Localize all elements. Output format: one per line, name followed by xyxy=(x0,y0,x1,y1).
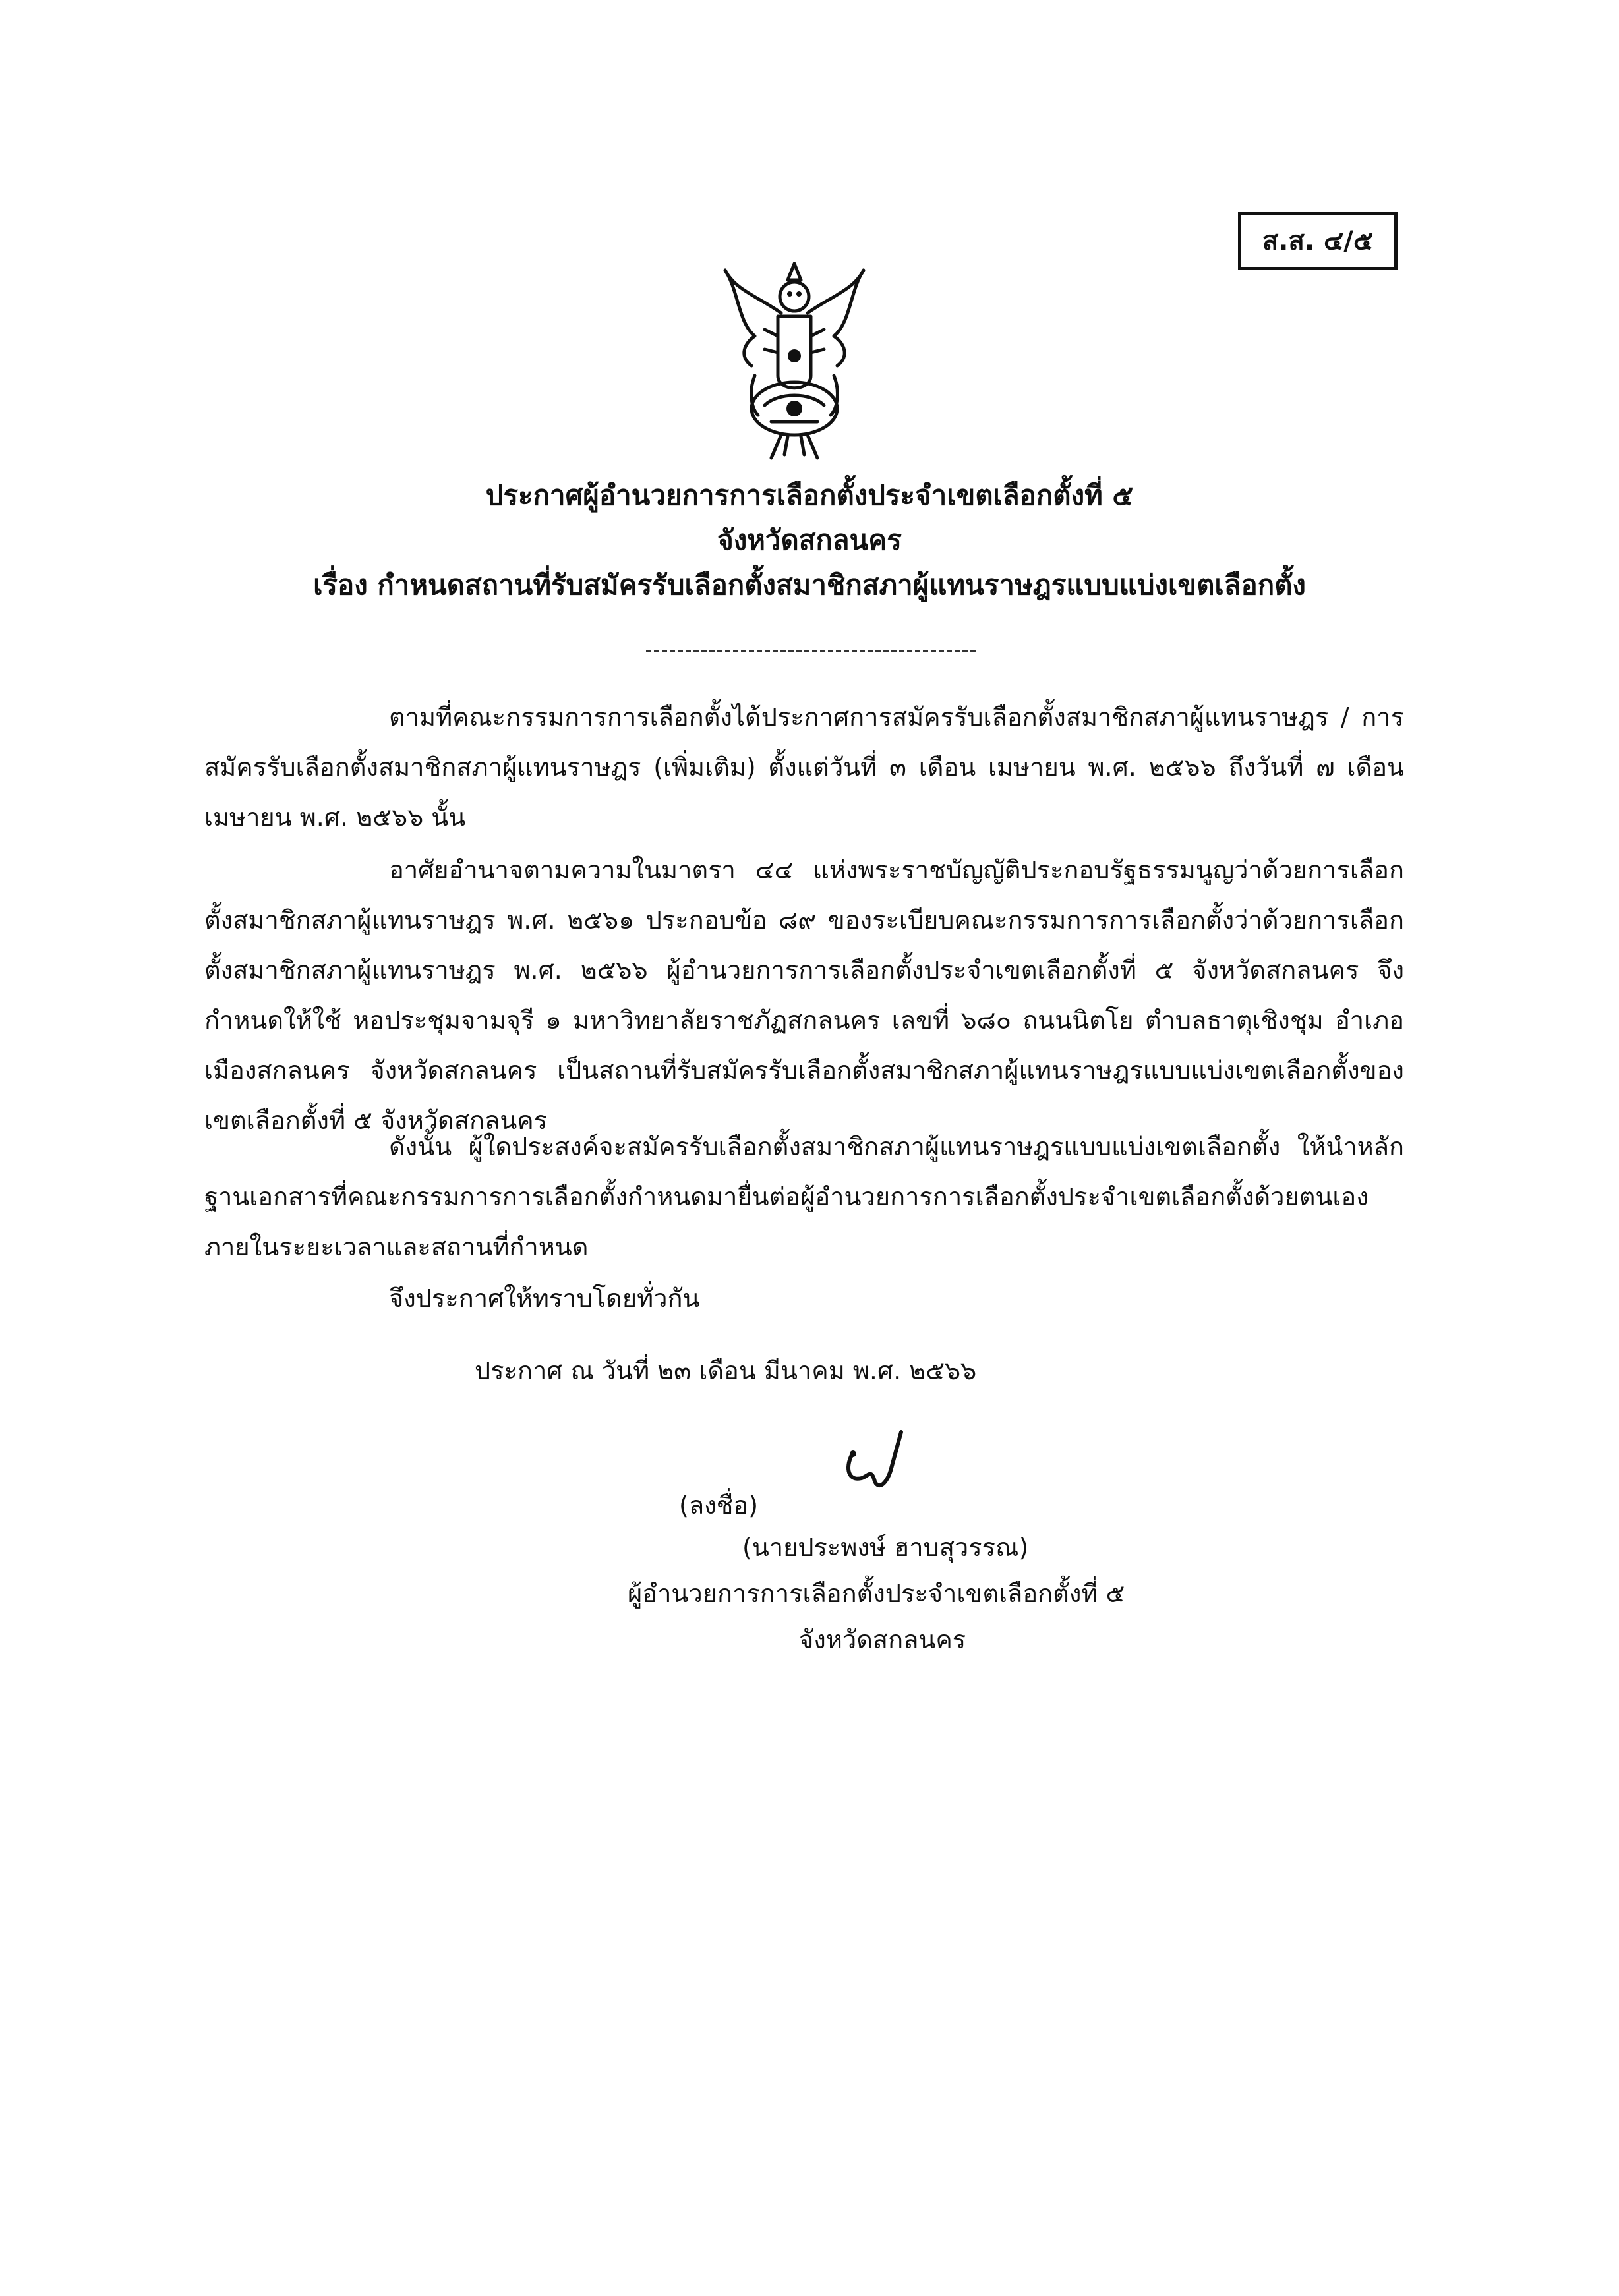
title-line-1: ประกาศผู้อำนวยการการเลือกตั้งประจำเขตเลือกตั้งที่ ๕ xyxy=(485,479,1134,511)
signatory-province: จังหวัดสกลนคร xyxy=(799,1625,966,1654)
title-divider xyxy=(646,650,976,652)
paragraph-3-text: ดังนั้น ผู้ใดประสงค์จะสมัครรับเลือกตั้งสมาชิกสภาผู้แทนราษฎรแบบแบ่งเขตเลือกตั้ง ให้นำหลักฐานเอกสารที่คณะกรรมการการเลือกตั้งกำหนดมายื่นต่อผู้อำนวยการการเลือกตั้งประจำเขตเลือกตั้งด้วยตนเองภายในระยะเวลาและสถานที่กำหนด xyxy=(204,1132,1404,1261)
paragraph-1 xyxy=(204,692,1404,842)
title-line-2: จังหวัดสกลนคร xyxy=(717,524,902,556)
signatory-name: (นายประพงษ์ ฮาบสุวรรณ) xyxy=(742,1533,1029,1562)
handwritten-signature xyxy=(839,1429,911,1501)
garuda-emblem xyxy=(719,250,870,461)
paragraph-3 xyxy=(204,1122,1404,1272)
paragraph-2-text: อาศัยอำนาจตามความในมาตรา ๔๔ แห่งพระราชบัญญัติประกอบรัฐธรรมนูญว่าด้วยการเลือกตั้งสมาชิกสภาผู้แทนราษฎร พ.ศ. ๒๕๖๑ ประกอบข้อ ๘๙ ของระเบียบคณะกรรมการการเลือกตั้งว่าด้วยการเลือกตั้งสมาชิกสภาผู้แทนราษฎร พ.ศ. ๒๕๖๖ ผู้อำนวยการการเลือกตั้งประจำเขตเลือกตั้งที่ ๕ จังหวัดสกลนคร จึงกำหนดให้ใช้ หอประชุมจามจุรี ๑ มหาวิทยาลัยราชภัฏสกลนคร เลขที่ ๖๘๐ ถนนนิตโย ตำบลธาตุเชิงชุม อำเภอเมืองสกลนคร จังหวัดสกลนคร เป็นสถานที่รับสมัครรับเลือกตั้งสมาชิกสภาผู้แทนราษฎรแบบแบ่งเขตเลือกตั้งของเขตเลือกตั้งที่ ๕ จังหวัดสกลนคร xyxy=(204,855,1404,1135)
paragraph-2 xyxy=(204,845,1404,1145)
signatory-position: ผู้อำนวยการการเลือกตั้งประจำเขตเลือกตั้งที่ ๕ xyxy=(628,1579,1125,1608)
signature-label: (ลงชื่อ) xyxy=(679,1491,759,1520)
paragraph-1-text: ตามที่คณะกรรมการการเลือกตั้งได้ประกาศการสมัครรับเลือกตั้งสมาชิกสภาผู้แทนราษฎร / การสมัครรับเลือกตั้งสมาชิกสภาผู้แทนราษฎร (เพิ่มเติม) ตั้งแต่วันที่ ๓ เดือน เมษายน พ.ศ. ๒๕๖๖ ถึงวันที่ ๗ เดือน เมษายน พ.ศ. ๒๕๖๖ นั้น xyxy=(204,703,1404,832)
closing-statement: จึงประกาศให้ทราบโดยทั่วกัน xyxy=(389,1284,700,1313)
form-code-box: ส.ส. ๔/๕ xyxy=(1238,212,1398,270)
announcement-date: ประกาศ ณ วันที่ ๒๓ เดือน มีนาคม พ.ศ. ๒๕๖๖ xyxy=(475,1356,977,1385)
title-line-3: เรื่อง กำหนดสถานที่รับสมัครรับเลือกตั้งสมาชิกสภาผู้แทนราษฎรแบบแบ่งเขตเลือกตั้ง xyxy=(313,569,1306,601)
